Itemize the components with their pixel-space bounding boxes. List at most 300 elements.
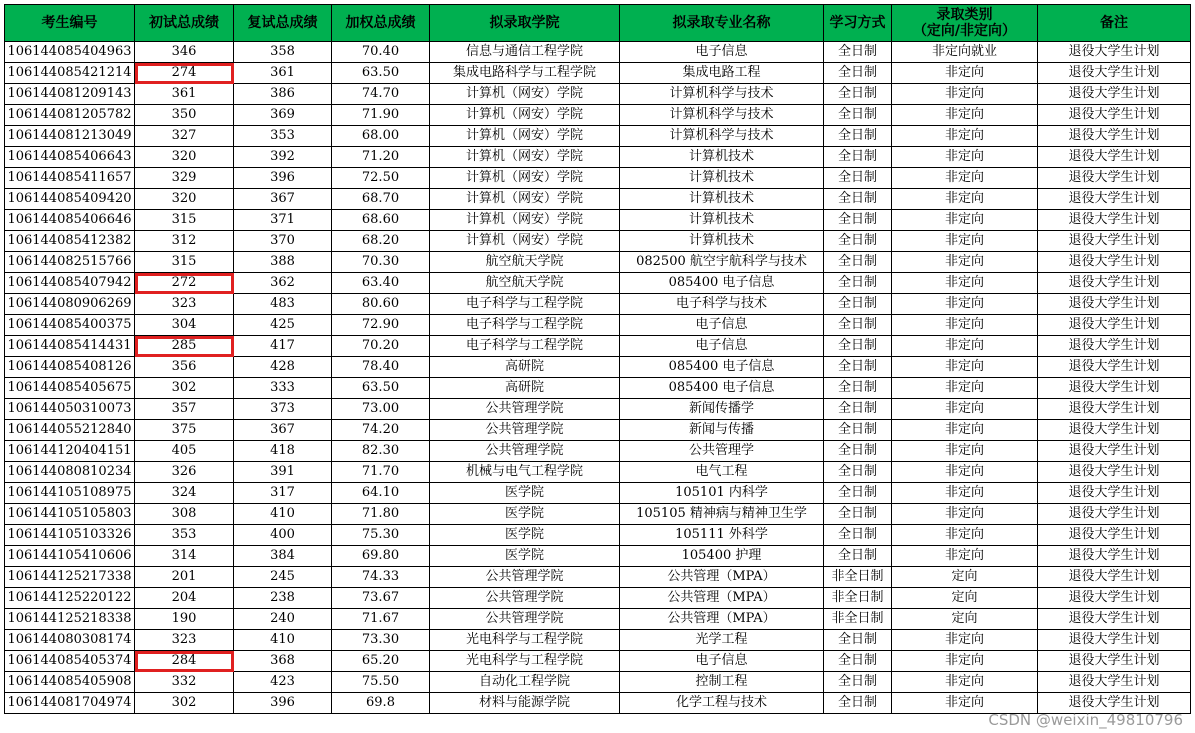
cell-weighted-score: 82.30 — [332, 441, 430, 462]
cell-weighted-score: 63.40 — [332, 273, 430, 294]
cell-remark: 退役大学生计划 — [1038, 126, 1191, 147]
cell-major: 集成电路工程 — [620, 63, 824, 84]
cell-major: 105105 精神病与精神卫生学 — [620, 504, 824, 525]
cell-category: 非定向 — [892, 126, 1038, 147]
cell-id: 106144125220122 — [5, 588, 135, 609]
cell-college: 计算机（网安）学院 — [430, 105, 620, 126]
cell-remark: 退役大学生计划 — [1038, 609, 1191, 630]
cell-major: 新闻与传播 — [620, 420, 824, 441]
cell-weighted-score: 73.67 — [332, 588, 430, 609]
header-cell-id: 考生编号 — [5, 5, 135, 42]
cell-college: 医学院 — [430, 546, 620, 567]
cell-id: 106144085411657 — [5, 168, 135, 189]
cell-initial-score: 329 — [135, 168, 234, 189]
cell-id: 106144105108975 — [5, 483, 135, 504]
cell-study-mode: 全日制 — [824, 315, 892, 336]
cell-weighted-score: 63.50 — [332, 63, 430, 84]
cell-weighted-score: 71.70 — [332, 462, 430, 483]
table-row — [5, 168, 1191, 189]
cell-retest-score: 245 — [234, 567, 332, 588]
table-row — [5, 273, 1191, 294]
cell-major: 电气工程 — [620, 462, 824, 483]
cell-remark: 退役大学生计划 — [1038, 252, 1191, 273]
cell-study-mode: 全日制 — [824, 651, 892, 672]
table-row — [5, 525, 1191, 546]
cell-retest-score: 417 — [234, 336, 332, 357]
cell-major: 计算机技术 — [620, 147, 824, 168]
cell-remark: 退役大学生计划 — [1038, 525, 1191, 546]
cell-major: 光学工程 — [620, 630, 824, 651]
table-row — [5, 567, 1191, 588]
cell-college: 光电科学与工程学院 — [430, 630, 620, 651]
cell-retest-score: 425 — [234, 315, 332, 336]
cell-retest-score: 362 — [234, 273, 332, 294]
cell-initial-score: 204 — [135, 588, 234, 609]
cell-initial-score: 353 — [135, 525, 234, 546]
cell-category: 非定向 — [892, 483, 1038, 504]
cell-category: 非定向 — [892, 693, 1038, 714]
cell-college: 高研院 — [430, 357, 620, 378]
cell-major: 公共管理（MPA） — [620, 609, 824, 630]
cell-remark: 退役大学生计划 — [1038, 483, 1191, 504]
cell-study-mode: 全日制 — [824, 63, 892, 84]
cell-initial-score: 315 — [135, 210, 234, 231]
cell-initial-score: 312 — [135, 231, 234, 252]
cell-weighted-score: 72.90 — [332, 315, 430, 336]
cell-study-mode: 全日制 — [824, 294, 892, 315]
cell-remark: 退役大学生计划 — [1038, 105, 1191, 126]
cell-college: 自动化工程学院 — [430, 672, 620, 693]
cell-initial-score-highlighted: 284 — [135, 651, 234, 672]
cell-study-mode: 全日制 — [824, 546, 892, 567]
table-row — [5, 336, 1191, 357]
cell-category: 非定向 — [892, 294, 1038, 315]
cell-remark: 退役大学生计划 — [1038, 273, 1191, 294]
table-row — [5, 546, 1191, 567]
cell-study-mode: 全日制 — [824, 693, 892, 714]
cell-weighted-score: 69.8 — [332, 693, 430, 714]
cell-weighted-score: 68.60 — [332, 210, 430, 231]
cell-id: 106144080810234 — [5, 462, 135, 483]
cell-study-mode: 全日制 — [824, 399, 892, 420]
cell-id: 106144085404963 — [5, 42, 135, 63]
cell-remark: 退役大学生计划 — [1038, 504, 1191, 525]
cell-study-mode: 全日制 — [824, 42, 892, 63]
cell-college: 公共管理学院 — [430, 399, 620, 420]
cell-weighted-score: 74.70 — [332, 84, 430, 105]
cell-weighted-score: 78.40 — [332, 357, 430, 378]
table-row — [5, 441, 1191, 462]
cell-study-mode: 全日制 — [824, 357, 892, 378]
cell-college: 光电科学与工程学院 — [430, 651, 620, 672]
cell-retest-score: 317 — [234, 483, 332, 504]
cell-initial-score-highlighted: 285 — [135, 336, 234, 357]
cell-category: 非定向 — [892, 231, 1038, 252]
cell-major: 105111 外科学 — [620, 525, 824, 546]
cell-id: 106144085409420 — [5, 189, 135, 210]
cell-major: 105101 内科学 — [620, 483, 824, 504]
cell-id: 106144085405675 — [5, 378, 135, 399]
cell-weighted-score: 63.50 — [332, 378, 430, 399]
cell-weighted-score: 68.70 — [332, 189, 430, 210]
cell-retest-score: 369 — [234, 105, 332, 126]
cell-major: 105400 护理 — [620, 546, 824, 567]
cell-category: 非定向 — [892, 378, 1038, 399]
cell-remark: 退役大学生计划 — [1038, 399, 1191, 420]
table-row — [5, 483, 1191, 504]
cell-id: 106144085405908 — [5, 672, 135, 693]
cell-study-mode: 全日制 — [824, 483, 892, 504]
cell-remark: 退役大学生计划 — [1038, 84, 1191, 105]
cell-major: 082500 航空宇航科学与技术 — [620, 252, 824, 273]
cell-initial-score: 357 — [135, 399, 234, 420]
header-cell-category: 录取类别 （定向/非定向） — [892, 5, 1038, 42]
cell-retest-score: 410 — [234, 630, 332, 651]
cell-college: 公共管理学院 — [430, 441, 620, 462]
table-row — [5, 252, 1191, 273]
cell-id: 106144085406643 — [5, 147, 135, 168]
cell-initial-score: 323 — [135, 294, 234, 315]
cell-id: 106144105105803 — [5, 504, 135, 525]
table-row — [5, 42, 1191, 63]
cell-remark: 退役大学生计划 — [1038, 189, 1191, 210]
cell-initial-score: 320 — [135, 147, 234, 168]
cell-weighted-score: 71.20 — [332, 147, 430, 168]
cell-initial-score: 332 — [135, 672, 234, 693]
cell-college: 信息与通信工程学院 — [430, 42, 620, 63]
cell-college: 电子科学与工程学院 — [430, 294, 620, 315]
cell-id: 106144080308174 — [5, 630, 135, 651]
cell-major: 计算机科学与技术 — [620, 126, 824, 147]
cell-major: 电子科学与技术 — [620, 294, 824, 315]
cell-weighted-score: 74.20 — [332, 420, 430, 441]
cell-remark: 退役大学生计划 — [1038, 336, 1191, 357]
cell-weighted-score: 64.10 — [332, 483, 430, 504]
cell-college: 计算机（网安）学院 — [430, 231, 620, 252]
table-body — [5, 42, 1191, 714]
table-row — [5, 84, 1191, 105]
cell-weighted-score: 68.20 — [332, 231, 430, 252]
cell-college: 医学院 — [430, 504, 620, 525]
cell-study-mode: 非全日制 — [824, 567, 892, 588]
cell-remark: 退役大学生计划 — [1038, 357, 1191, 378]
cell-weighted-score: 75.30 — [332, 525, 430, 546]
cell-id: 106144081209143 — [5, 84, 135, 105]
table-row — [5, 63, 1191, 84]
cell-retest-score: 238 — [234, 588, 332, 609]
cell-major: 电子信息 — [620, 651, 824, 672]
cell-major: 控制工程 — [620, 672, 824, 693]
cell-retest-score: 396 — [234, 693, 332, 714]
cell-remark: 退役大学生计划 — [1038, 42, 1191, 63]
cell-initial-score: 326 — [135, 462, 234, 483]
cell-retest-score: 373 — [234, 399, 332, 420]
table-row — [5, 588, 1191, 609]
cell-retest-score: 368 — [234, 651, 332, 672]
cell-remark: 退役大学生计划 — [1038, 588, 1191, 609]
cell-study-mode: 全日制 — [824, 105, 892, 126]
cell-retest-score: 333 — [234, 378, 332, 399]
cell-college: 计算机（网安）学院 — [430, 84, 620, 105]
cell-weighted-score: 71.67 — [332, 609, 430, 630]
cell-remark: 退役大学生计划 — [1038, 462, 1191, 483]
cell-remark: 退役大学生计划 — [1038, 651, 1191, 672]
cell-id: 106144085407942 — [5, 273, 135, 294]
cell-remark: 退役大学生计划 — [1038, 147, 1191, 168]
cell-study-mode: 全日制 — [824, 126, 892, 147]
cell-category: 非定向 — [892, 546, 1038, 567]
cell-category: 非定向 — [892, 651, 1038, 672]
cell-major: 计算机技术 — [620, 189, 824, 210]
cell-initial-score: 302 — [135, 693, 234, 714]
cell-weighted-score: 74.33 — [332, 567, 430, 588]
cell-college: 航空航天学院 — [430, 273, 620, 294]
cell-college: 机械与电气工程学院 — [430, 462, 620, 483]
cell-category: 非定向 — [892, 315, 1038, 336]
cell-category: 非定向 — [892, 399, 1038, 420]
cell-initial-score: 405 — [135, 441, 234, 462]
cell-study-mode: 非全日制 — [824, 609, 892, 630]
table-row — [5, 357, 1191, 378]
cell-category: 非定向 — [892, 210, 1038, 231]
cell-study-mode: 全日制 — [824, 336, 892, 357]
cell-id: 106144105410606 — [5, 546, 135, 567]
cell-id: 106144050310073 — [5, 399, 135, 420]
cell-category: 非定向 — [892, 252, 1038, 273]
cell-study-mode: 全日制 — [824, 630, 892, 651]
cell-study-mode: 全日制 — [824, 378, 892, 399]
cell-retest-score: 400 — [234, 525, 332, 546]
cell-remark: 退役大学生计划 — [1038, 567, 1191, 588]
cell-study-mode: 非全日制 — [824, 588, 892, 609]
cell-study-mode: 全日制 — [824, 168, 892, 189]
cell-retest-score: 391 — [234, 462, 332, 483]
table-row — [5, 504, 1191, 525]
cell-category: 定向 — [892, 567, 1038, 588]
cell-initial-score: 361 — [135, 84, 234, 105]
cell-retest-score: 388 — [234, 252, 332, 273]
table-row — [5, 126, 1191, 147]
table-row — [5, 210, 1191, 231]
cell-weighted-score: 75.50 — [332, 672, 430, 693]
header-cell-initial-score: 初试总成绩 — [135, 5, 234, 42]
header-row — [5, 5, 1191, 42]
cell-retest-score: 386 — [234, 84, 332, 105]
table-row — [5, 378, 1191, 399]
cell-weighted-score: 80.60 — [332, 294, 430, 315]
cell-retest-score: 367 — [234, 420, 332, 441]
table-row — [5, 105, 1191, 126]
cell-id: 106144085405374 — [5, 651, 135, 672]
table-row — [5, 609, 1191, 630]
cell-initial-score: 350 — [135, 105, 234, 126]
cell-initial-score: 320 — [135, 189, 234, 210]
cell-study-mode: 全日制 — [824, 504, 892, 525]
cell-initial-score: 308 — [135, 504, 234, 525]
cell-major: 计算机科学与技术 — [620, 84, 824, 105]
cell-weighted-score: 70.30 — [332, 252, 430, 273]
cell-category: 非定向 — [892, 84, 1038, 105]
cell-weighted-score: 71.80 — [332, 504, 430, 525]
cell-initial-score: 356 — [135, 357, 234, 378]
cell-remark: 退役大学生计划 — [1038, 210, 1191, 231]
cell-college: 集成电路科学与工程学院 — [430, 63, 620, 84]
cell-study-mode: 全日制 — [824, 231, 892, 252]
cell-college: 计算机（网安）学院 — [430, 168, 620, 189]
cell-major: 电子信息 — [620, 315, 824, 336]
cell-college: 电子科学与工程学院 — [430, 315, 620, 336]
cell-weighted-score: 70.20 — [332, 336, 430, 357]
cell-id: 106144081205782 — [5, 105, 135, 126]
cell-weighted-score: 70.40 — [332, 42, 430, 63]
cell-major: 计算机科学与技术 — [620, 105, 824, 126]
cell-college: 高研院 — [430, 378, 620, 399]
cell-study-mode: 全日制 — [824, 441, 892, 462]
cell-id: 106144080906269 — [5, 294, 135, 315]
cell-category: 非定向 — [892, 441, 1038, 462]
cell-initial-score: 314 — [135, 546, 234, 567]
cell-category: 定向 — [892, 588, 1038, 609]
cell-retest-score: 240 — [234, 609, 332, 630]
cell-major: 085400 电子信息 — [620, 357, 824, 378]
cell-remark: 退役大学生计划 — [1038, 378, 1191, 399]
cell-study-mode: 全日制 — [824, 420, 892, 441]
cell-id: 106144085412382 — [5, 231, 135, 252]
header-cell-study-mode: 学习方式 — [824, 5, 892, 42]
cell-retest-score: 410 — [234, 504, 332, 525]
cell-id: 106144105103326 — [5, 525, 135, 546]
header-cell-major: 拟录取专业名称 — [620, 5, 824, 42]
cell-college: 计算机（网安）学院 — [430, 210, 620, 231]
cell-remark: 退役大学生计划 — [1038, 315, 1191, 336]
table-row — [5, 651, 1191, 672]
cell-retest-score: 428 — [234, 357, 332, 378]
cell-retest-score: 367 — [234, 189, 332, 210]
cell-major: 公共管理学 — [620, 441, 824, 462]
cell-id: 106144082515766 — [5, 252, 135, 273]
cell-study-mode: 全日制 — [824, 672, 892, 693]
cell-study-mode: 全日制 — [824, 252, 892, 273]
cell-category: 非定向 — [892, 504, 1038, 525]
cell-weighted-score: 65.20 — [332, 651, 430, 672]
cell-major: 085400 电子信息 — [620, 378, 824, 399]
table-row — [5, 462, 1191, 483]
cell-weighted-score: 73.30 — [332, 630, 430, 651]
table-row — [5, 231, 1191, 252]
cell-major: 公共管理（MPA） — [620, 588, 824, 609]
cell-retest-score: 396 — [234, 168, 332, 189]
table-row — [5, 630, 1191, 651]
cell-remark: 退役大学生计划 — [1038, 672, 1191, 693]
cell-major: 公共管理（MPA） — [620, 567, 824, 588]
cell-retest-score: 423 — [234, 672, 332, 693]
cell-remark: 退役大学生计划 — [1038, 294, 1191, 315]
cell-college: 航空航天学院 — [430, 252, 620, 273]
cell-retest-score: 392 — [234, 147, 332, 168]
cell-id: 106144081704974 — [5, 693, 135, 714]
cell-major: 085400 电子信息 — [620, 273, 824, 294]
cell-id: 106144055212840 — [5, 420, 135, 441]
table-row — [5, 399, 1191, 420]
cell-retest-score: 361 — [234, 63, 332, 84]
cell-initial-score: 304 — [135, 315, 234, 336]
cell-initial-score: 324 — [135, 483, 234, 504]
cell-college: 计算机（网安）学院 — [430, 189, 620, 210]
cell-id: 106144085400375 — [5, 315, 135, 336]
cell-category: 非定向 — [892, 273, 1038, 294]
cell-weighted-score: 68.00 — [332, 126, 430, 147]
cell-id: 106144081213049 — [5, 126, 135, 147]
cell-initial-score-highlighted: 272 — [135, 273, 234, 294]
cell-category: 非定向 — [892, 189, 1038, 210]
header-cell-remark: 备注 — [1038, 5, 1191, 42]
table-row — [5, 420, 1191, 441]
cell-category: 非定向 — [892, 420, 1038, 441]
cell-category: 非定向 — [892, 357, 1038, 378]
cell-remark: 退役大学生计划 — [1038, 420, 1191, 441]
cell-id: 106144125217338 — [5, 567, 135, 588]
cell-college: 公共管理学院 — [430, 567, 620, 588]
cell-id: 106144085414431 — [5, 336, 135, 357]
cell-initial-score: 327 — [135, 126, 234, 147]
cell-remark: 退役大学生计划 — [1038, 231, 1191, 252]
cell-college: 材料与能源学院 — [430, 693, 620, 714]
cell-weighted-score: 72.50 — [332, 168, 430, 189]
cell-initial-score: 315 — [135, 252, 234, 273]
table-row — [5, 147, 1191, 168]
cell-category: 非定向 — [892, 336, 1038, 357]
cell-major: 电子信息 — [620, 42, 824, 63]
cell-remark: 退役大学生计划 — [1038, 168, 1191, 189]
cell-retest-score: 483 — [234, 294, 332, 315]
cell-category: 非定向 — [892, 105, 1038, 126]
cell-major: 计算机技术 — [620, 168, 824, 189]
cell-college: 公共管理学院 — [430, 420, 620, 441]
cell-study-mode: 全日制 — [824, 84, 892, 105]
cell-category: 定向 — [892, 609, 1038, 630]
cell-retest-score: 371 — [234, 210, 332, 231]
cell-id: 106144085408126 — [5, 357, 135, 378]
cell-college: 公共管理学院 — [430, 588, 620, 609]
cell-category: 非定向 — [892, 168, 1038, 189]
cell-retest-score: 418 — [234, 441, 332, 462]
cell-major: 化学工程与技术 — [620, 693, 824, 714]
header-cell-college: 拟录取学院 — [430, 5, 620, 42]
cell-major: 计算机技术 — [620, 231, 824, 252]
cell-weighted-score: 69.80 — [332, 546, 430, 567]
admission-table — [4, 4, 1191, 714]
cell-id: 106144120404151 — [5, 441, 135, 462]
watermark: CSDN @weixin_49810796 — [988, 711, 1183, 729]
cell-initial-score: 375 — [135, 420, 234, 441]
cell-study-mode: 全日制 — [824, 525, 892, 546]
cell-remark: 退役大学生计划 — [1038, 546, 1191, 567]
table-row — [5, 189, 1191, 210]
cell-study-mode: 全日制 — [824, 462, 892, 483]
cell-remark: 退役大学生计划 — [1038, 441, 1191, 462]
cell-id: 106144085421214 — [5, 63, 135, 84]
cell-category: 非定向 — [892, 672, 1038, 693]
cell-college: 公共管理学院 — [430, 609, 620, 630]
cell-major: 计算机技术 — [620, 210, 824, 231]
cell-study-mode: 全日制 — [824, 147, 892, 168]
cell-college: 医学院 — [430, 525, 620, 546]
cell-major: 电子信息 — [620, 336, 824, 357]
cell-initial-score: 346 — [135, 42, 234, 63]
cell-weighted-score: 71.90 — [332, 105, 430, 126]
cell-study-mode: 全日制 — [824, 210, 892, 231]
table-row — [5, 672, 1191, 693]
